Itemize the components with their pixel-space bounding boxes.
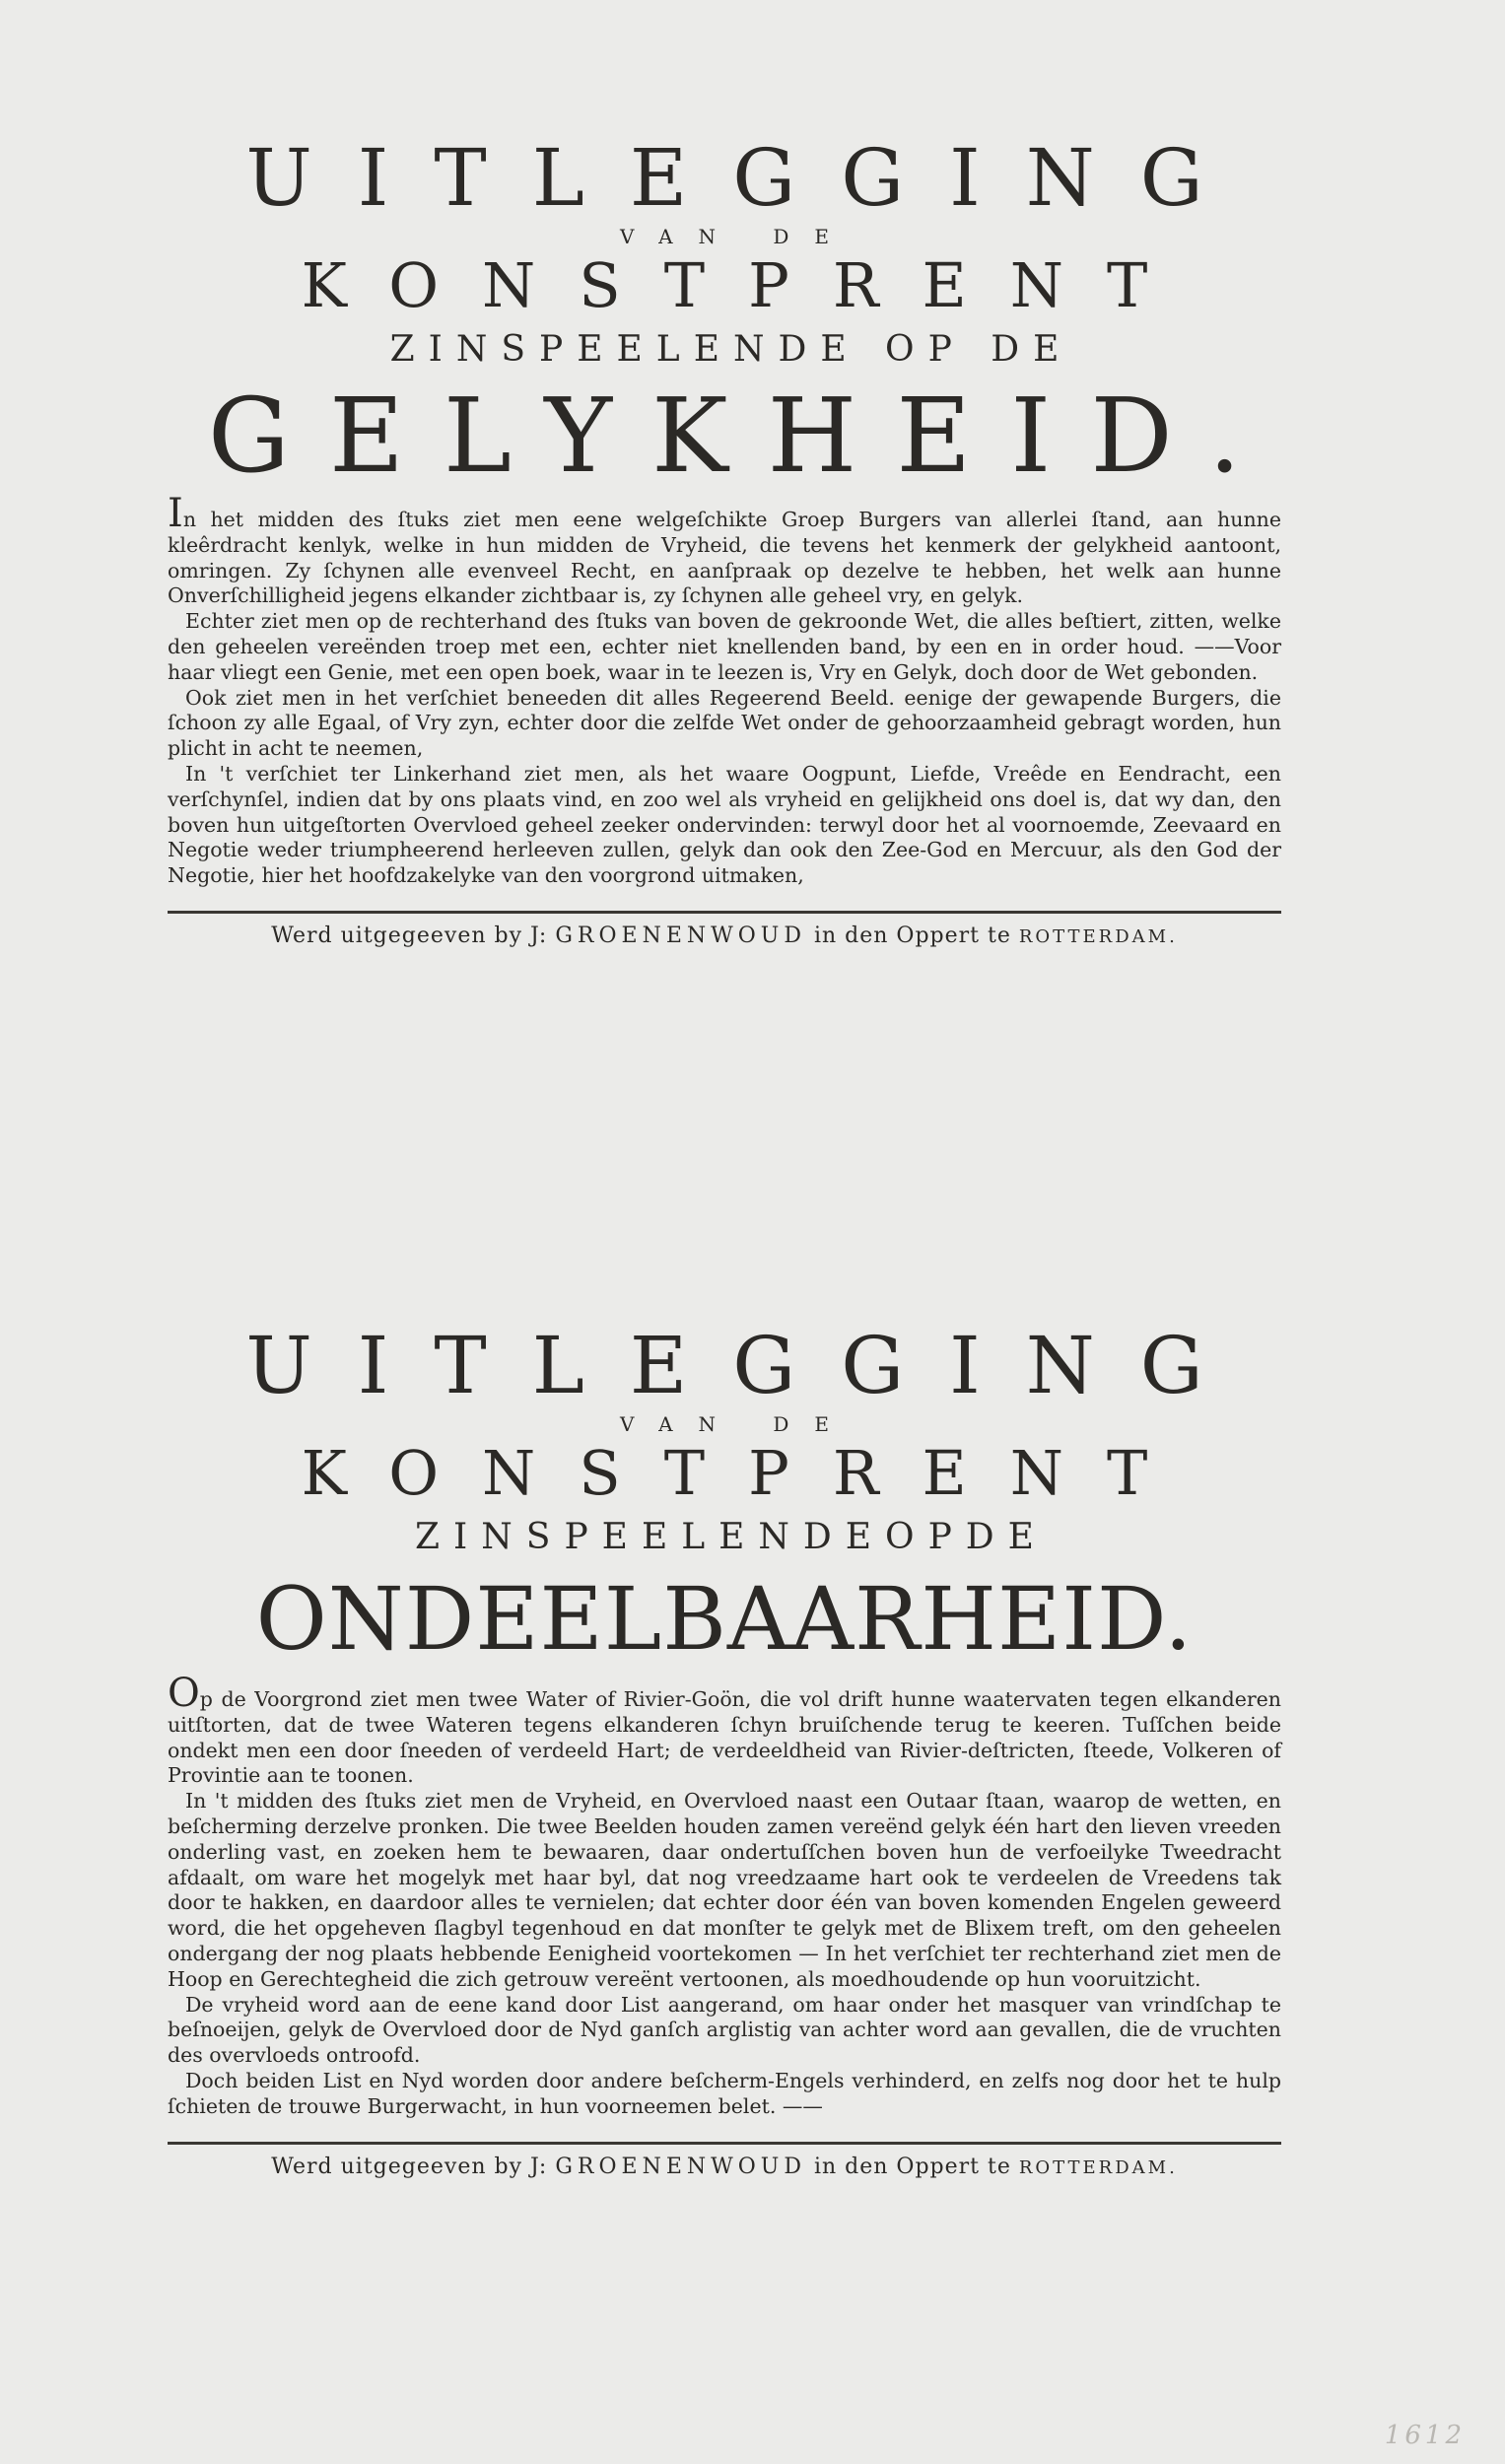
title-uitlegging: UITLEGGING (245, 1320, 1249, 1411)
drop-cap: O (168, 1671, 200, 1716)
drop-cap: I (168, 491, 183, 536)
explanation-gelykheid (168, 133, 1281, 952)
paragraph: Op de Voorgrond ziet men twee Water of Rivier-Goön, die vol drift hunne waatervaten tegen elkanderen uitſtorten, dat de twee Wateren tegens elkanderen ſchyn bruiſchende terug te keeren. Tuſſchen beide ondekt men een door ſneeden of verdeeld Hart; de verdeeldheid van Rivier-deſtricten, ſteede, Volkeren of Provintie aan te toonen. (168, 1671, 1281, 1788)
body-text (168, 491, 1281, 889)
title-gelykheid: GELYKHEID. (207, 376, 1281, 496)
title-zinspeelende: ZINSPEELENDEOPDE (415, 1517, 1048, 1557)
paragraph: In 't midden des ſtuks ziet men de Vryheid, en Overvloed naast een Outaar ſtaan, waarop de wetten, en beſcherming derzelve pronken. Die twee Beelden houden zamen vereënd gelyk één hart den lieven vreeden onderling vast, en zoeken hem te bewaaren, daar ondertuſſchen boven hun de verfoeilyke Tweedracht afdaalt, om ware het mogelyk met haar byl, dat nog vreedzaame hart ook te verdeelen de Vreedens tak door te hakken, en daardoor alles te vernielen; dat echter door één van boven komenden Engelen geweerd word, die het opgeheven ſlagbyl tegenhoud en dat monſter te gelyk met de Blixem treft, om den geheelen ondergang der nog plaats hebbende Eenigheid voortekomen — In het verſchiet ter rechterhand ziet men de Hoop en Gerechtegheid die zich getrouw vereënt vertoonen, als moedhoudende op hun vooruitzicht. (168, 1789, 1281, 1991)
paragraph: In 't verſchiet ter Linkerhand ziet men, als het waare Oogpunt, Liefde, Vreêde en Eendracht, een verſchynſel, indien dat by ons plaats vind, en zoo wel als vryheid en gelijkheid ons doel is, dat wy dan, den boven hun uitgeſtorten Overvloed geheel zeeker ondervinden: terwyl door het al voornoemde, Zeevaard en Negotie weder triumpheerend herleeven zullen, gelyk dan ook den Zee-God en Mercuur, als den God der Negotie, hier het hoofdzakelyke van den voorgrond uitmaken, (168, 761, 1281, 888)
title-konstprent: KONSTPRENT (301, 1437, 1192, 1509)
title-uitlegging: UITLEGGING (245, 132, 1249, 224)
body-text (168, 1671, 1281, 2120)
paragraph: Doch beiden List en Nyd worden door andere beſcherm-Engels verhinderd, en zelfs nog door het te hulp ſchieten de trouwe Burgerwacht, in hun voorneemen belet. —— (168, 2068, 1281, 2118)
divider-rule (168, 911, 1281, 914)
imprint: Werd uitgegeeven by J: GROENENWOUD in den Oppert te ROTTERDAM. (271, 2154, 1178, 2179)
paragraph: In het midden des ſtuks ziet men eene welgeſchikte Groep Burgers van allerlei ſtand, aan hunne kleêrdracht kenlyk, welke in hun midden de Vryheid, die tevens het kenmerk der gelykheid aantoont, omringen. Zy ſchynen alle evenveel Recht, en aanſpraak op dezelve te hebben, het welk aan hunne Onverſchilligheid jegens elkander zichtbaar is, zy ſchynen alle geheel vry, en gelyk. (168, 491, 1281, 608)
paragraph: De vryheid word aan de eene kand door List aangerand, om haar onder het masquer van vrindſchap te beſnoeijen, gelyk de Overvloed door de Nyd ganſch arglistig van achter word aan gevallen, die de vruchten des overvloeds ontroofd. (168, 1992, 1281, 2068)
explanation-ondeelbaarheid (168, 1321, 1281, 2183)
paragraph: Ook ziet men in het verſchiet beneeden dit alles Regeerend Beeld. eenige der gewapende Burgers, die ſchoon zy alle Egaal, of Vry zyn, echter door die zelfde Wet onder de gehoorzaamheid gebragt worden, hun plicht in acht te neemen, (168, 685, 1281, 761)
divider-rule (168, 2142, 1281, 2145)
pencil-shelfmark: 1612 (1384, 2421, 1466, 2450)
title-van-de: VAN DE (619, 225, 855, 248)
title-zinspeelende: ZINSPEELENDE OP DE (389, 329, 1073, 370)
title-ondeelbaarheid: ONDEELBAARHEID. (255, 1568, 1194, 1670)
imprint: Werd uitgegeeven by J: GROENENWOUD in den Oppert te ROTTERDAM. (271, 923, 1178, 948)
paragraph: Echter ziet men op de rechterhand des ſtuks van boven de gekroonde Wet, die alles beſtiert, zitten, welke den geheelen vereënden troep met een, echter niet knellenden band, by een en in order houd. ——Voor haar vliegt een Genie, met een open boek, waar in te leezen is, Vry en Gelyk, doch door de Wet gebonden. (168, 609, 1281, 684)
title-van-de: VAN DE (619, 1412, 855, 1436)
title-konstprent: KONSTPRENT (301, 249, 1192, 321)
